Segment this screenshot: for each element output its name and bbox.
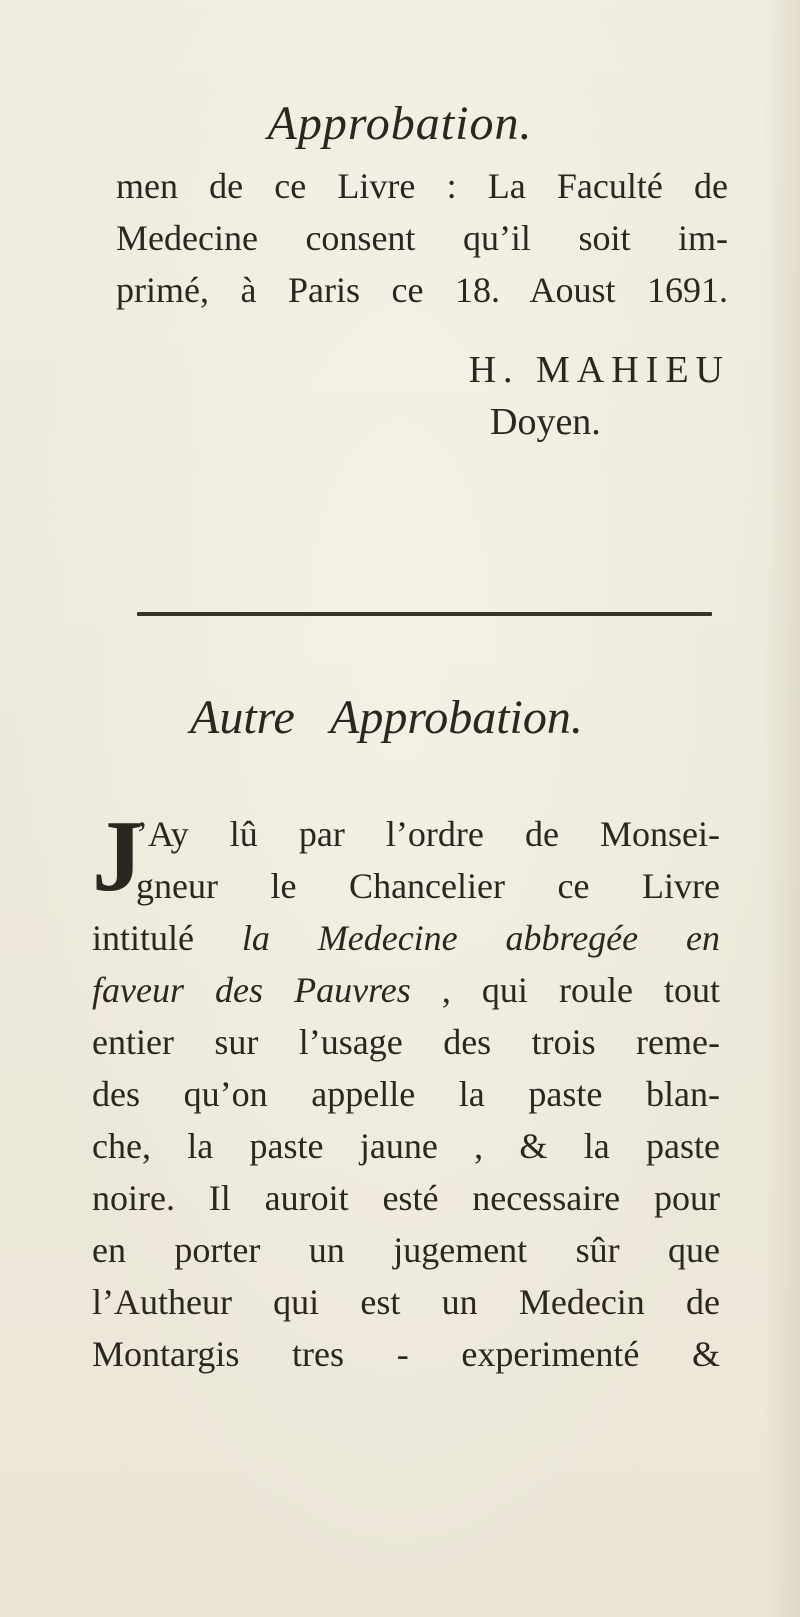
text-segment: , qui roule tout (441, 970, 720, 1010)
text-segment: intitulé (92, 918, 242, 958)
text-line: men de ce Livre : La Faculté de (116, 166, 728, 206)
text-line: en porter un jugement sûr que (92, 1230, 720, 1270)
book-title-italic: la Medecine abbregée en (241, 918, 720, 958)
page-edge-shadow (764, 0, 800, 1617)
text-line (92, 912, 720, 964)
signature-block (400, 344, 730, 448)
text-line: Medecine consent qu’il soit im- (116, 218, 728, 258)
horizontal-rule (137, 612, 712, 616)
running-head: Approbation. (267, 97, 533, 150)
text-line: entier sur l’usage des trois reme- (92, 1022, 720, 1062)
text-line: primé, à Paris ce 18. Aoust 1691. (116, 270, 728, 310)
section-title: Autre Approbation. (190, 691, 583, 744)
drop-cap: J (92, 800, 143, 913)
signatory-name: H. MAHIEU (468, 349, 730, 391)
text-line: l’Autheur qui est un Medecin de (92, 1282, 720, 1322)
book-title-italic: faveur des Pauvres (92, 970, 411, 1010)
text-line: ’Ay lû par l’ordre de Monsei- (136, 814, 720, 854)
text-line: Montargis tres - experimenté & (92, 1334, 720, 1374)
text-line: che, la paste jaune , & la paste (92, 1126, 720, 1166)
text-line: noire. Il auroit esté necessaire pour (92, 1178, 720, 1218)
text-line: gneur le Chancelier ce Livre (136, 866, 720, 906)
text-line (92, 964, 720, 1016)
signatory-title: Doyen. (490, 401, 601, 443)
body-text (92, 800, 720, 1380)
approbation-text (116, 160, 728, 316)
text-line: des qu’on appelle la paste blan- (92, 1074, 720, 1114)
